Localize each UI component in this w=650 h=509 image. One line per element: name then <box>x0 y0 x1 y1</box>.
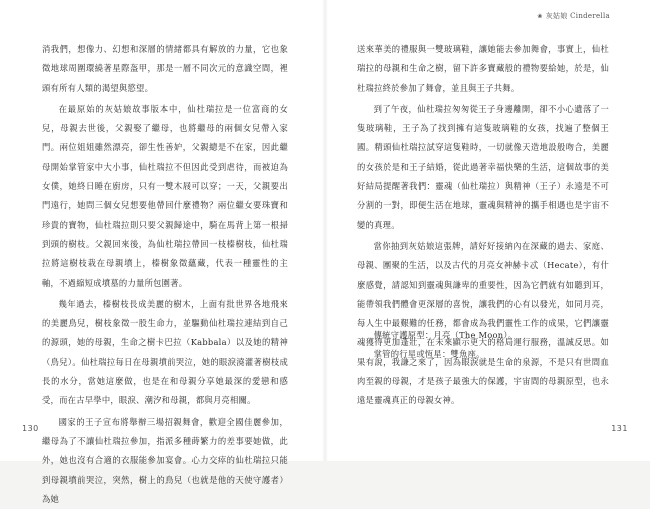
body-paragraph: 在最原始的灰姑娘故事版本中，仙杜瑞拉是一位富商的女兒，母親去世後，父親娶了繼母，也將繼母的兩個女兒帶入家門。兩位姐姐雖然漂亮，卻生性善妒，父親總是不在家，因此繼母開始掌管家中大小事，仙杜瑞拉不但因此受到虐待，而被迫為女僕，她終日睡在廚房，只有一雙木屐可以穿；一天，父親要出門遠行，她問三個女兒想要他帶回什麼禮物？兩位繼女要珠寶和珍貴的寶物，仙杜瑞拉則只要父親歸途中，騎在馬背上第一根掃到頭的樹枝。父親回來後，為仙杜瑞拉帶回一枝榛樹枝，仙杜瑞拉將這樹枝栽在母親墳上，榛樹象徵蘊藏，代表一種靈性的主軸，不過縮短成墳墓的力量所包圍著。 <box>42 103 288 288</box>
body-paragraph: 幾年過去，榛樹枝長成美麗的樹木，上面有批世界各地飛來的美麗鳥兒，樹枝象徵一股生命力，並驅動仙杜瑞拉連結到自己的源頭，她的母親，生命之樹卡巴拉（Kabbala）以及她的精神（鳥兒）。仙杜瑞拉每日在母親墳前哭泣，她的眼淚澆灌著樹枝成長的水分，當她這麼做，也是在和母親分享她最深的愛戀和感受，而在古早學中，眼淚、潮汐和母親，都與月亮相關。 <box>42 298 288 406</box>
body-paragraph: 消我們，想像力、幻想和深層的情緒都具有解放的力量，它也象徵地球周圍環繞著星際盔甲，那是一層不同次元的意識空間，裡頭有所有人類的渴望與慾望。 <box>42 44 288 93</box>
body-paragraph: 國家的王子宣布將舉辦三場招親舞會，歡迎全國佳麗參加，繼母為了不讓仙杜瑞拉參加，指派多種蒔繁力的差事要她做，此外，她也沒有合適的衣服能參加宴會。心力交瘁的仙杜瑞拉只能到母親墳前哭泣，突然，樹上的鳥兒（也就是他的天使守護者）為她 <box>42 416 288 504</box>
page-number-right: 131 <box>611 424 628 433</box>
archetype-note: 掌管的行星或恆星：雙魚座。 <box>373 349 485 360</box>
page-number-left: 130 <box>22 424 39 433</box>
flower-ornament-icon: ❀ <box>537 13 543 20</box>
running-header-title: 灰姑娘 Cinderella <box>545 12 610 20</box>
archetype-note: 傳統守護原型：月亮（The Moon）。 <box>373 330 517 340</box>
right-page <box>325 0 650 461</box>
archetype-notes <box>357 326 609 365</box>
left-page <box>0 0 325 504</box>
body-paragraph: 當你抽到灰姑娘這張牌，請好好接納內在深藏的過去、家庭、母親、團聚的生活，以及古代的月亮女神赫卡忒（Hecate），有什麼感覺，請認知到靈魂與謙卑的重要性，因為它們就有如聽到耳，能帶領我們體會更深層的喜悅，讓我們的心有以發光，如同月亮，每人生中最艱難的任務，都會成為我們靈性工作的成果，它們讓靈魂獲得更加蓬壯，在未來顯示更大的格局運行服務，溫誠反思。如果有說，我謙之來了，因為眼淚就是生命的泉源，不是只有世間血肉至親的母親，才是孩子最強大的保護，宇宙間的母親原型，也永遠是靈魂真正的母親女神。 <box>357 240 609 406</box>
body-paragraph: 到了午夜，仙杜瑞拉匆匆從王子身邊離開，卻不小心遺落了一隻玻璃鞋，王子為了找到擁有這隻玻璃鞋的女孩，找遍了整個王國。精頭仙杜瑞拉試穿這隻鞋時，一切就像天造地設般吻合，美麗的女孩於是和王子結婚，從此過著幸福快樂的生活，這個故事的美好結局提醒著我們：靈魂（仙杜瑞拉）與精神（王子）永遠是不可分割的一對，即便生活在地球，靈魂與精神的攜手相遇也是宇宙不變的真理。 <box>357 103 609 230</box>
running-header <box>537 11 610 21</box>
body-paragraph: 送來華美的禮服與一雙玻璃鞋，讓她能去參加舞會，事實上，仙杜瑞拉的母親和生命之樹，留下許多寶藏般的禮物要給她，於是，仙杜瑞拉終於參加了舞會，並且與王子共舞。 <box>357 44 609 93</box>
left-text-block <box>42 40 288 509</box>
